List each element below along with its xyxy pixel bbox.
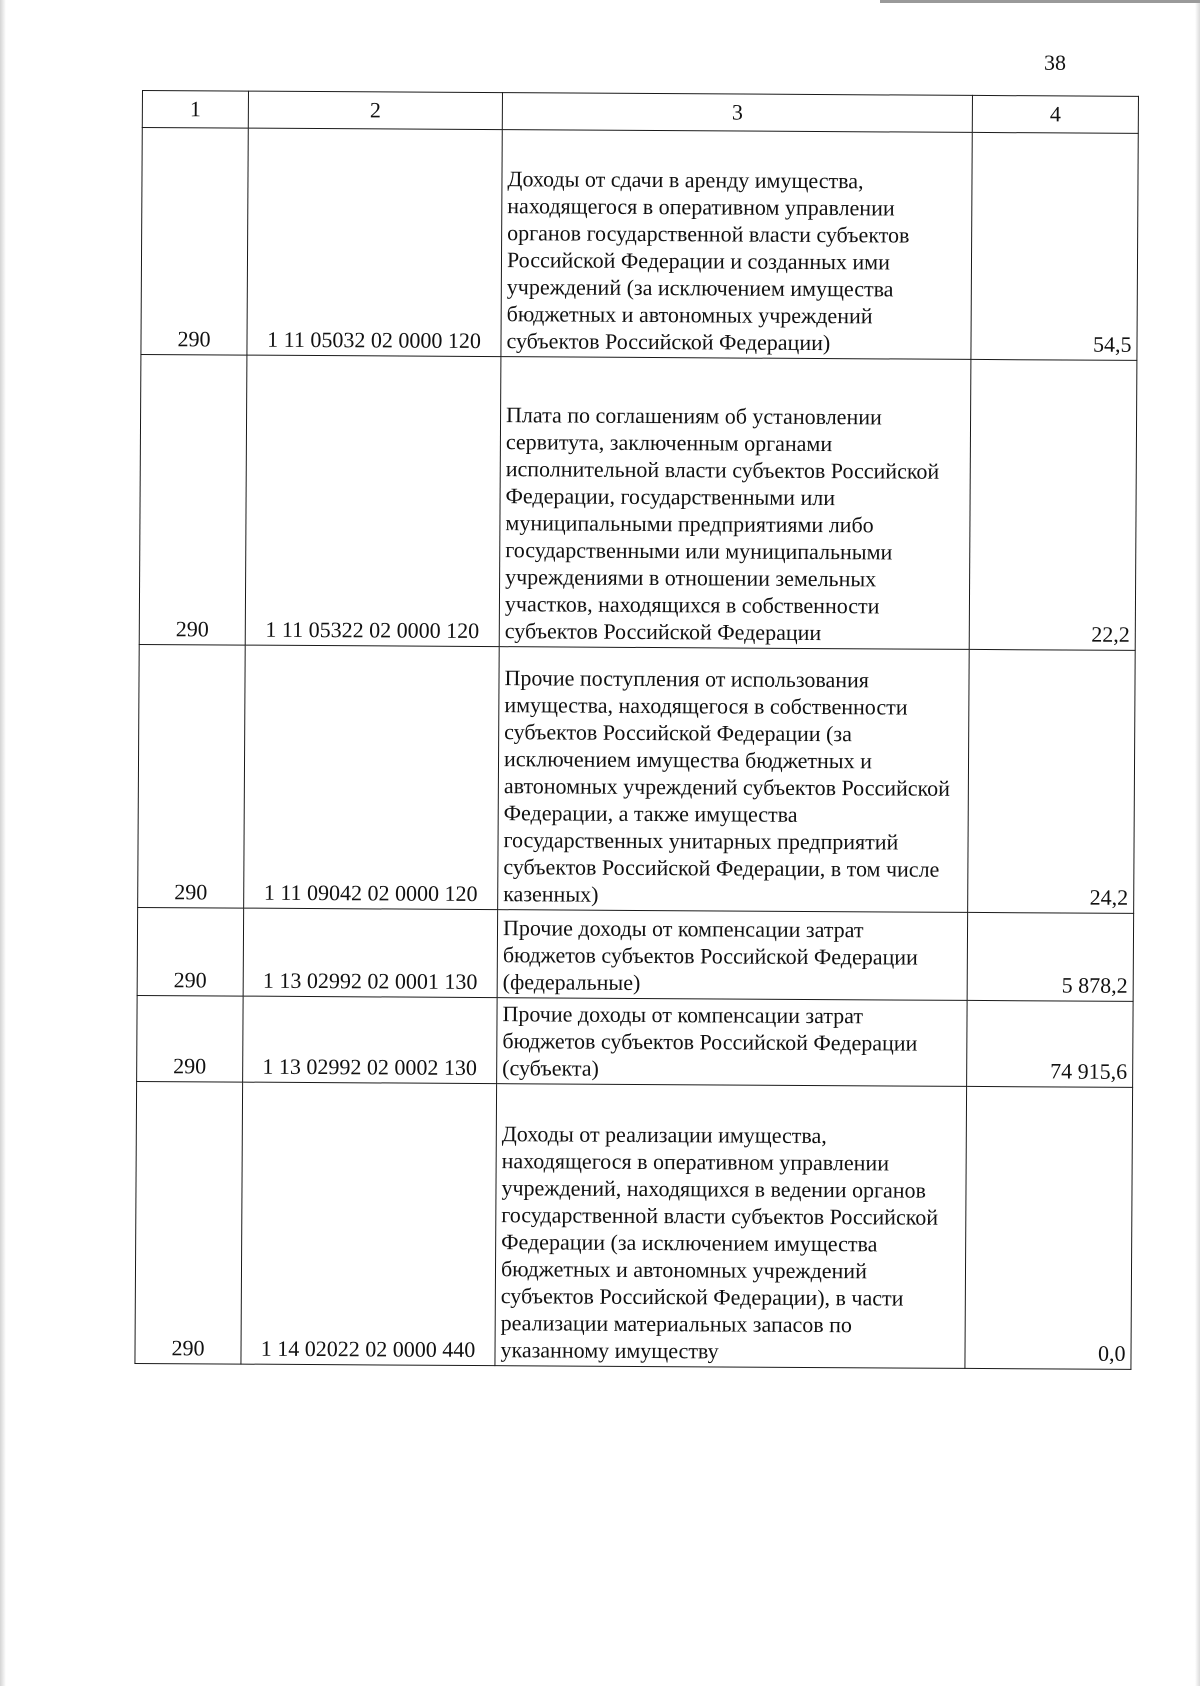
budget-code-cell: 1 11 09042 02 0000 120: [244, 645, 500, 910]
budget-revenue-table: [134, 90, 1139, 1370]
table-row: [135, 1081, 1133, 1369]
table-row: [141, 128, 1138, 361]
budget-code-cell: 1 11 05322 02 0000 120: [245, 355, 501, 647]
header-cell-1: 1: [142, 91, 248, 129]
amount-cell: 5 878,2: [967, 912, 1134, 1001]
revenue-name-cell: Прочие поступления от использования имущества, находящегося в собственности субъектов Российской Федерации (за исключением имущества бюджетных и автономных учреждений субъектов Российской Федерации, а также имущества государственных унитарных предприятий субъектов Российской Федерации, в том числе казенных): [498, 647, 970, 913]
revenue-name-cell: Прочие доходы от компенсации затрат бюджетов субъектов Российской Федерации (субъекта): [497, 998, 968, 1087]
budget-code-cell: 1 11 05032 02 0000 120: [247, 128, 502, 357]
admin-code-cell: 290: [137, 907, 244, 996]
page-number: 38: [1044, 50, 1066, 75]
amount-cell: 22,2: [969, 359, 1137, 650]
revenue-name-cell: Плата по соглашениям об установлении сервитута, заключенным органами исполнительной власти субъектов Российской Федерации, государственными или муниципальными предприятиями либо государственными или муниципальными учреждениями в отношении земельных участков, находящихся в собственности субъектов Российской Федерации: [499, 357, 971, 650]
revenue-name-cell: Доходы от сдачи в аренду имущества, находящегося в оперативном управлении органов государственной власти субъектов Российской Федерации и созданных ими учреждений (за исключением имущества бюджетных и автономных учреждений субъектов Российской Федерации): [501, 130, 972, 360]
table-row: [137, 907, 1134, 1001]
amount-cell: 74 915,6: [967, 1000, 1134, 1087]
revenue-name-cell: Доходы от реализации имущества, находящегося в оперативном управлении учреждений, находящихся в ведении органов государственной власти субъектов Российской Федерации (за исключением имущества бюджетных и автономных учреждений субъектов Российской Федерации), в части реализации материальных запасов по указанному имуществу: [495, 1084, 967, 1369]
table-row: [139, 354, 1137, 650]
admin-code-cell: 290: [135, 1081, 243, 1364]
table-row: [137, 995, 1133, 1087]
header-cell-2: 2: [248, 91, 502, 130]
revenue-name-cell: Прочие доходы от компенсации затрат бюджетов субъектов Российской Федерации (федеральные): [497, 910, 968, 1001]
scan-left-edge: [0, 0, 6, 1686]
table-header-row: [142, 91, 1138, 134]
admin-code-cell: 290: [141, 128, 248, 356]
header-cell-4: 4: [972, 95, 1138, 133]
scan-right-edge: [1195, 0, 1200, 1686]
amount-cell: 54,5: [971, 132, 1138, 360]
amount-cell: 24,2: [968, 649, 1136, 913]
admin-code-cell: 290: [137, 995, 244, 1082]
amount-cell: 0,0: [965, 1086, 1133, 1369]
header-cell-3: 3: [502, 93, 972, 133]
scan-top-edge: [880, 0, 1200, 3]
admin-code-cell: 290: [138, 644, 246, 908]
budget-code-cell: 1 13 02992 02 0001 130: [243, 908, 498, 998]
table-row: [138, 644, 1136, 913]
admin-code-cell: 290: [139, 354, 247, 645]
budget-code-cell: 1 14 02022 02 0000 440: [241, 1082, 497, 1366]
budget-code-cell: 1 13 02992 02 0002 130: [243, 996, 498, 1084]
